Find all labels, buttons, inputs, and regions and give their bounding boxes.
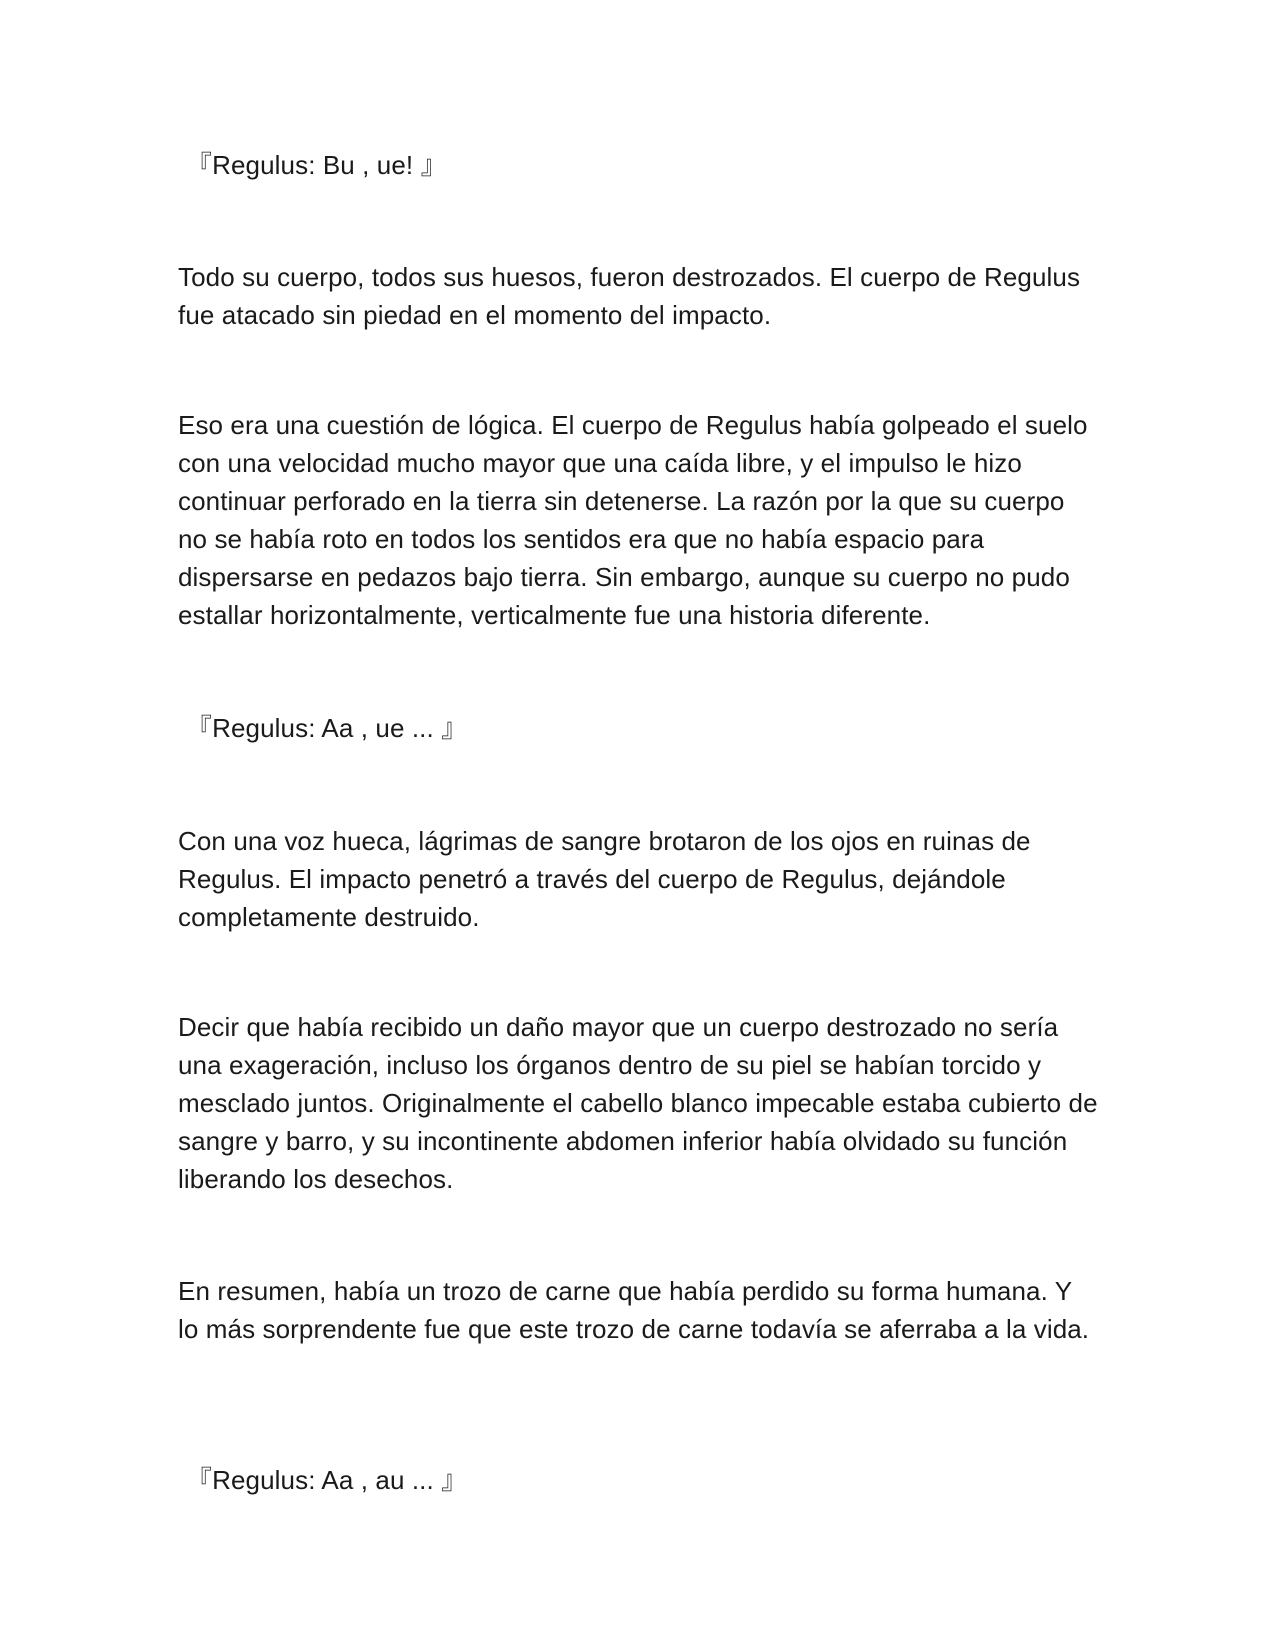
narration-paragraph: Eso era una cuestión de lógica. El cuerpo de Regulus había golpeado el suelo con una velocidad mucho mayor que una caída libre, y el impulso le hizo continuar perforado en la tierra sin detenerse. La razón por la que su cuerpo no se había roto en todos los sentidos era que no había espacio para dispersarse en pedazos bajo tierra. Sin embargo, aunque su cuerpo no pudo estallar horizontalmente, verticalmente fue una historia diferente.: [178, 410, 1088, 630]
narration-paragraph: Con una voz hueca, lágrimas de sangre brotaron de los ojos en ruinas de Regulus. El impacto penetró a través del cuerpo de Regulus, dejándole completamente destruido.: [178, 826, 1031, 932]
dialogue-line: 『Regulus: Aa , au ... 』: [186, 1465, 468, 1495]
dialogue-line: 『Regulus: Aa , ue ... 』: [186, 713, 468, 743]
narration-paragraph: En resumen, había un trozo de carne que había perdido su forma humana. Y lo más sorprendente fue que este trozo de carne todavía se aferraba a la vida.: [178, 1276, 1090, 1344]
dialogue-line: 『Regulus: Bu , ue! 』: [186, 150, 447, 180]
narration-paragraph: Todo su cuerpo, todos sus huesos, fueron destrozados. El cuerpo de Regulus fue atacado sin piedad en el momento del impacto.: [178, 262, 1081, 330]
narration-paragraph: Decir que había recibido un daño mayor que un cuerpo destrozado no sería una exageración, incluso los órganos dentro de su piel se habían torcido y mesclado juntos. Originalmente el cabello blanco impecable estaba cubierto de sangre y barro, y su incontinente abdomen inferior había olvidado su función liberando los desechos.: [178, 1012, 1098, 1194]
